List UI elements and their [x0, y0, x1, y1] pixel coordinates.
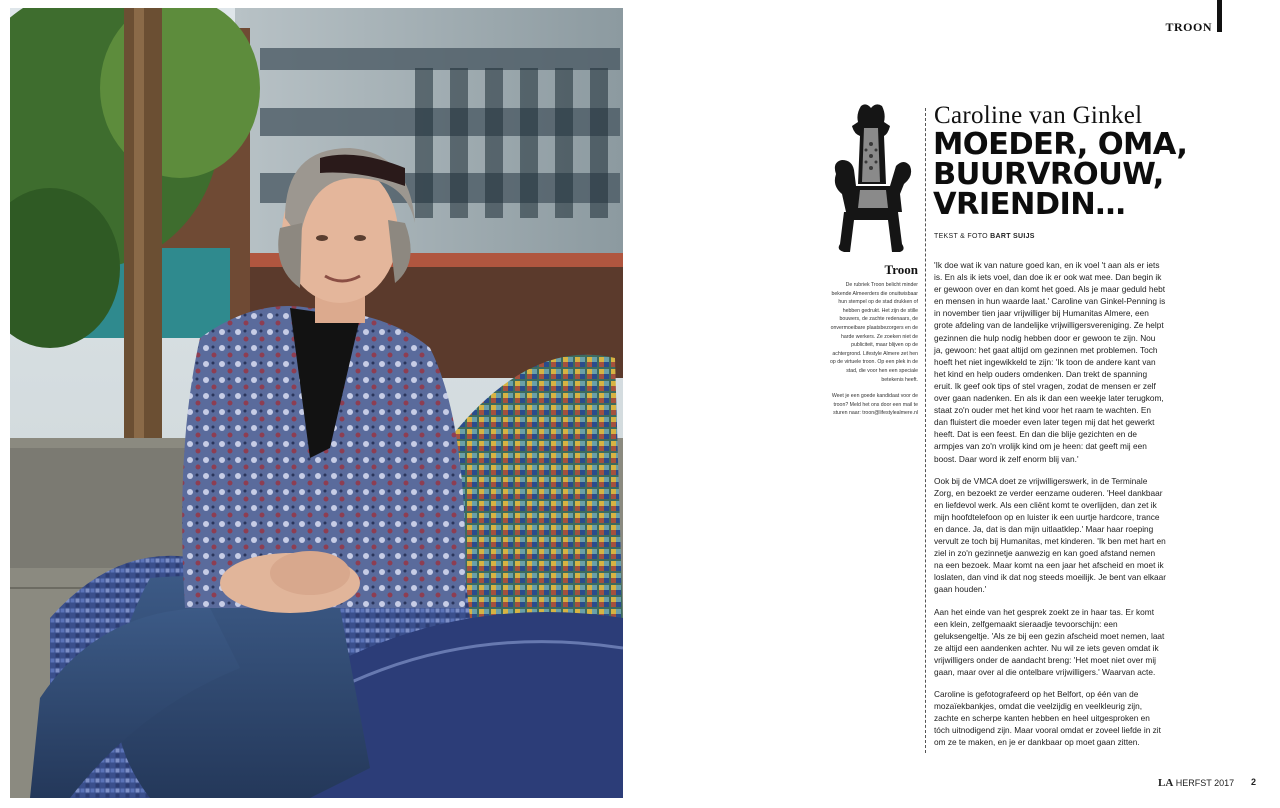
portrait-photo: [10, 8, 623, 798]
article-subject-name: Caroline van Ginkel: [934, 102, 1143, 129]
section-bar: [1217, 0, 1222, 32]
byline-author: BART SUIJS: [990, 233, 1035, 240]
magazine-logo: LA: [1158, 777, 1174, 789]
sidebar-title: Troon: [884, 262, 918, 277]
page-footer: [1158, 777, 1234, 789]
section-label: TROON: [1165, 20, 1212, 34]
issue-label: HERFST 2017: [1175, 778, 1235, 788]
article-paragraph: Caroline is gefotografeerd op het Belfort, op één van de mozaïekbankjes, omdat die veelzijdig en veelkleurig zijn, zachte en scherpe kanten hebben en heel uitgesproken en tóch uitnodigend zijn. Maar vooral omdat er zoveel liefde in zit om ze te maken, en je er dankbaar op moet gaan zitten.: [934, 689, 1161, 748]
headline-line: BUURVROUW,: [933, 157, 1164, 192]
headline: [933, 127, 1233, 222]
byline: [934, 233, 1035, 240]
sidebar-contact: Weet je een goede kandidaat voor de troon? Meld het ons door een mail te sturen naar: troon@lifestylealmere.nl: [831, 393, 918, 417]
article-body: [934, 259, 1166, 759]
page-number: 2: [1251, 777, 1257, 787]
throne-icon: [826, 104, 916, 254]
article-paragraph: Ook bij de VMCA doet ze vrijwilligerswerk, in de Terminale Zorg, en bezoekt ze verder eenzame ouderen. 'Heel dankbaar en liefdevol werk. Als een cliënt komt te overlijden, dan zet ik mijn hoofdtelefoon op en luister ik een uurtje hardcore, trance en dance. Ja, dat is dan mijn uitlaatklep.' Maar haar roeping vervult ze toch bij Humanitas, met kinderen. 'Ik ben met hart en ziel in zo'n gezinnetje aanwezig en kan goed afstand nemen na een bezoek. Maar komt na een jaar het afscheid en moet ik loslaten, dan vind ik dat nog steeds moeilijk. Je bent van elkaar gaan houden.': [934, 475, 1166, 595]
sidebar: [830, 262, 918, 418]
headline-line: MOEDER, OMA,: [933, 127, 1188, 162]
sidebar-intro: De rubriek Troon belicht minder bekende Almeerders die onuitwisbaar hun stempel op de stad drukken of hebben gedrukt. Het zijn de stille bouwers, de zachte redenaars, de onvermoeibare plaatsbezorgers en de harde werkers. Ze zoeken niet de publiciteit, maar blijven op de achtergrond. Lifestyle Almere zet hen op de virtuele troon. Op een plek in de stad, die voor hen een speciale betekenis heeft.: [830, 282, 918, 383]
headline-line: VRIENDIN…: [933, 187, 1126, 222]
article-paragraph: Aan het einde van het gesprek zoekt ze in haar tas. Er komt een klein, zelfgemaakt sieraadje tevoorschijn: een geluksengeltje. 'Als ze bij een gezin afscheid moet nemen, laat ze altijd een aandenken achter. Nu wil ze iets geven omdat ik vrijwilligers onder de aandacht breng: 'Het moet niet over mij gaan, maar over al die ontelbare vrijwilligers.' Waarvan acte.: [934, 606, 1165, 677]
article-paragraph: 'Ik doe wat ik van nature goed kan, en ik voel 't aan als er iets is. En als ik iets voel, dan doe ik er ook wat mee. Dan begin ik er gewoon over en dan komt het goed. Als je maar geduld hebt en mensen in hun waarde laat.' Caroline van Ginkel-Penning is in november tien jaar vrijwilliger bij Humanitas Almere, een grote afdeling van de landelijke vrijwilligersvereniging. Ze helpt gezinnen die hulp nodig hebben door er gewoon te zijn. Nou ja, gewoon: het gaat altijd om gezinnen met problemen. Toch hoeft het niet ingewikkeld te zijn: 'Ik toon de andere kant van het kind en help ouders omdenken. Dan trekt de spanning eruit. Ik geef ook tips of stel vragen, zodat de mensen er zelf over gaan nadenken. En als ik dan een weekje later terugkom, staat zo'n ouder met het kind voor het raam te wachten. En dan fluistert die moeder even later tegen mij dat het gewerkt heeft. Dat is een feest. En dan die blije gezichten en de armpjes van zo'n vrolijk kind om je heen: dat geeft mij een boost. Daar word ik zelf enorm blij van.': [934, 260, 1166, 464]
byline-prefix: TEKST & FOTO: [934, 233, 988, 240]
column-divider: [925, 108, 926, 753]
